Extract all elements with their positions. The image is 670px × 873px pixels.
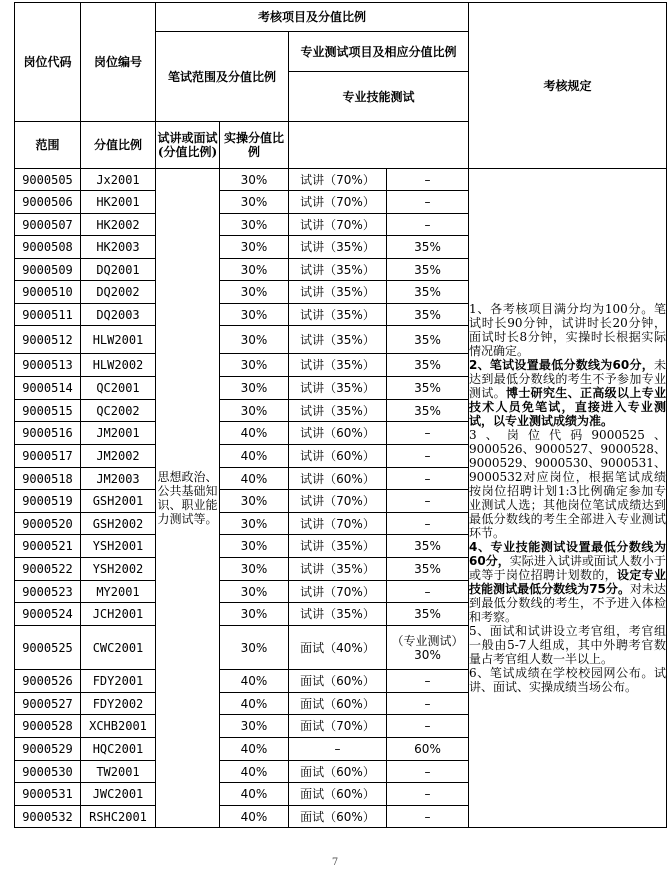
header-scope: 范围 — [15, 122, 81, 169]
lecture-cell: 面试（60%） — [289, 761, 387, 783]
post-code-cell: 9000510 — [15, 281, 81, 304]
page-number: 7 — [331, 857, 339, 868]
post-code-cell: 9000520 — [15, 513, 81, 535]
post-id-cell: HLW2001 — [81, 326, 156, 354]
practical-cell: – — [387, 513, 469, 535]
post-id-cell: QC2001 — [81, 377, 156, 400]
written-ratio-cell: 40% — [220, 738, 289, 761]
post-code-cell: 9000528 — [15, 715, 81, 738]
header-practical: 实操分值比例 — [220, 122, 289, 169]
practical-cell: – — [387, 191, 469, 214]
lecture-cell: 试讲（60%） — [289, 468, 387, 490]
post-code-cell: 9000529 — [15, 738, 81, 761]
practical-cell: – — [387, 445, 469, 468]
lecture-cell: 试讲（35%） — [289, 377, 387, 400]
written-ratio-cell: 30% — [220, 169, 289, 191]
practical-cell: 35% — [387, 304, 469, 326]
written-ratio-cell: 40% — [220, 445, 289, 468]
post-id-cell: YSH2001 — [81, 535, 156, 558]
post-code-cell: 9000507 — [15, 214, 81, 236]
post-id-cell: FDY2002 — [81, 693, 156, 715]
written-ratio-cell: 30% — [220, 558, 289, 581]
post-id-cell: JM2001 — [81, 422, 156, 445]
practical-cell: – — [387, 468, 469, 490]
practical-cell: 35% — [387, 558, 469, 581]
lecture-cell: 试讲（35%） — [289, 236, 387, 259]
lecture-cell: 试讲（35%） — [289, 558, 387, 581]
written-ratio-cell: 40% — [220, 468, 289, 490]
post-code-cell: 9000505 — [15, 169, 81, 191]
header-prof-test: 专业测试项目及相应分值比例 — [289, 32, 469, 72]
post-id-cell: HK2003 — [81, 236, 156, 259]
written-ratio-cell: 30% — [220, 259, 289, 281]
header-assessment: 考核项目及分值比例 — [156, 3, 469, 32]
post-code-cell: 9000522 — [15, 558, 81, 581]
post-code-cell: 9000508 — [15, 236, 81, 259]
practical-cell: – — [387, 783, 469, 806]
post-id-cell: GSH2002 — [81, 513, 156, 535]
written-ratio-cell: 30% — [220, 715, 289, 738]
post-code-cell: 9000524 — [15, 603, 81, 626]
post-id-cell: YSH2002 — [81, 558, 156, 581]
post-id-cell: HK2001 — [81, 191, 156, 214]
post-code-cell: 9000531 — [15, 783, 81, 806]
practical-cell: – — [387, 715, 469, 738]
post-code-cell: 9000515 — [15, 400, 81, 422]
post-id-cell: QC2002 — [81, 400, 156, 422]
practical-cell: 35% — [387, 259, 469, 281]
post-id-cell: FDY2001 — [81, 670, 156, 693]
post-id-cell: HLW2002 — [81, 354, 156, 377]
practical-cell: 35% — [387, 603, 469, 626]
written-ratio-cell: 30% — [220, 513, 289, 535]
written-ratio-cell: 30% — [220, 281, 289, 304]
practical-cell: 35% — [387, 354, 469, 377]
lecture-cell: 面试（60%） — [289, 806, 387, 828]
written-ratio-cell: 40% — [220, 670, 289, 693]
written-ratio-cell: 30% — [220, 326, 289, 354]
post-id-cell: HQC2001 — [81, 738, 156, 761]
post-code-cell: 9000527 — [15, 693, 81, 715]
practical-cell: – — [387, 214, 469, 236]
post-id-cell: RSHC2001 — [81, 806, 156, 828]
header-post-id: 岗位编号 — [81, 3, 156, 122]
lecture-cell: 试讲（35%） — [289, 326, 387, 354]
lecture-cell: 试讲（70%） — [289, 513, 387, 535]
header-prof-skill: 专业技能测试 — [289, 72, 469, 122]
header-rules: 考核规定 — [469, 3, 667, 169]
rules-cell — [469, 169, 667, 828]
post-code-cell: 9000506 — [15, 191, 81, 214]
post-id-cell: JM2003 — [81, 468, 156, 490]
post-code-cell: 9000519 — [15, 490, 81, 513]
practical-cell: （专业测试）30% — [387, 626, 469, 670]
post-id-cell: MY2001 — [81, 581, 156, 603]
lecture-cell: 面试（60%） — [289, 783, 387, 806]
post-id-cell: HK2002 — [81, 214, 156, 236]
written-scope-cell: 思想政治、公共基础知识、职业能力测试等。 — [156, 169, 220, 828]
post-id-cell: XCHB2001 — [81, 715, 156, 738]
post-id-cell: CWC2001 — [81, 626, 156, 670]
rule-5: 5、面试和试讲设立考官组，考官组一般由5-7人组成，其中外聘考官数量占考官组人数一半以上。 — [469, 624, 667, 666]
written-ratio-cell: 30% — [220, 581, 289, 603]
written-ratio-cell: 40% — [220, 783, 289, 806]
post-id-cell: DQ2002 — [81, 281, 156, 304]
lecture-cell: 试讲（60%） — [289, 422, 387, 445]
practical-cell: – — [387, 422, 469, 445]
post-id-cell: Jx2001 — [81, 169, 156, 191]
lecture-cell: 试讲（35%） — [289, 354, 387, 377]
lecture-cell: 试讲（70%） — [289, 581, 387, 603]
table-row — [15, 169, 667, 191]
practical-cell: – — [387, 670, 469, 693]
lecture-cell: 面试（60%） — [289, 693, 387, 715]
post-code-cell: 9000514 — [15, 377, 81, 400]
practical-cell: 35% — [387, 377, 469, 400]
written-ratio-cell: 40% — [220, 806, 289, 828]
written-ratio-cell: 30% — [220, 304, 289, 326]
post-id-cell: DQ2001 — [81, 259, 156, 281]
rule-1: 1、各考核项目满分均为100分。笔试时长90分钟，试讲时长20分钟，面试时长8分钟，实操时长根据实际情况确定。 — [469, 302, 667, 358]
post-id-cell: JCH2001 — [81, 603, 156, 626]
lecture-cell: 试讲（70%） — [289, 214, 387, 236]
practical-cell: 35% — [387, 281, 469, 304]
written-ratio-cell: 30% — [220, 377, 289, 400]
post-code-cell: 9000521 — [15, 535, 81, 558]
written-ratio-cell: 40% — [220, 422, 289, 445]
lecture-cell: 试讲（35%） — [289, 400, 387, 422]
post-code-cell: 9000513 — [15, 354, 81, 377]
post-code-cell: 9000516 — [15, 422, 81, 445]
practical-cell: – — [387, 806, 469, 828]
post-id-cell: GSH2001 — [81, 490, 156, 513]
written-ratio-cell: 30% — [220, 400, 289, 422]
written-ratio-cell: 30% — [220, 214, 289, 236]
lecture-cell: 试讲（35%） — [289, 535, 387, 558]
header-post-code: 岗位代码 — [15, 3, 81, 122]
lecture-cell: 试讲（35%） — [289, 304, 387, 326]
post-code-cell: 9000517 — [15, 445, 81, 468]
header-lecture: 试讲或面试(分值比例) — [156, 122, 220, 169]
post-code-cell: 9000511 — [15, 304, 81, 326]
rule-3: 3、岗位代码9000525、9000526、9000527、9000528、9000529、9000530、9000531、9000532对应岗位，根据笔试成绩按岗位招聘计划1:3比例确定参加专业测试人选；其他岗位笔试成绩达到最低分数线的考生全部进入专业测试环节。 — [469, 428, 667, 540]
lecture-cell: 面试（70%） — [289, 715, 387, 738]
lecture-cell: 试讲（35%） — [289, 281, 387, 304]
written-ratio-cell: 30% — [220, 236, 289, 259]
lecture-cell: 试讲（70%） — [289, 191, 387, 214]
lecture-cell: 试讲（70%） — [289, 490, 387, 513]
rule-6: 6、笔试成绩在学校校园网公布。试讲、面试、实操成绩当场公布。 — [469, 666, 667, 694]
written-ratio-cell: 30% — [220, 626, 289, 670]
lecture-cell: – — [289, 738, 387, 761]
written-ratio-cell: 40% — [220, 693, 289, 715]
rule-2: 2、笔试设置最低分数线为60分，未达到最低分数线的考生不予参加专业测试。博士研究生、正高级以上专业技术人员免笔试，直接进入专业测试，以专业测试成绩为准。 — [469, 358, 667, 428]
post-id-cell: TW2001 — [81, 761, 156, 783]
header-written-ratio: 分值比例 — [81, 122, 156, 169]
written-ratio-cell: 30% — [220, 603, 289, 626]
lecture-cell: 面试（60%） — [289, 670, 387, 693]
practical-cell: 60% — [387, 738, 469, 761]
post-code-cell: 9000525 — [15, 626, 81, 670]
header-written: 笔试范围及分值比例 — [156, 32, 289, 122]
post-code-cell: 9000512 — [15, 326, 81, 354]
practical-cell: – — [387, 581, 469, 603]
post-code-cell: 9000509 — [15, 259, 81, 281]
written-ratio-cell: 30% — [220, 354, 289, 377]
lecture-cell: 试讲（35%） — [289, 259, 387, 281]
practical-cell: – — [387, 490, 469, 513]
post-id-cell: JWC2001 — [81, 783, 156, 806]
written-ratio-cell: 30% — [220, 535, 289, 558]
practical-cell: – — [387, 693, 469, 715]
lecture-cell: 试讲（70%） — [289, 169, 387, 191]
rule-4: 4、专业技能测试设置最低分数线为60分，实际进入试讲或面试人数小于或等于岗位招聘计划数的，设定专业技能测试最低分数线为75分。对未达到最低分数线的考生，不予进入体检和考察。 — [469, 540, 667, 624]
practical-cell: 35% — [387, 535, 469, 558]
written-ratio-cell: 30% — [220, 191, 289, 214]
post-code-cell: 9000530 — [15, 761, 81, 783]
practical-cell: 35% — [387, 400, 469, 422]
post-id-cell: JM2002 — [81, 445, 156, 468]
lecture-cell: 试讲（60%） — [289, 445, 387, 468]
post-code-cell: 9000523 — [15, 581, 81, 603]
written-ratio-cell: 30% — [220, 490, 289, 513]
practical-cell: – — [387, 761, 469, 783]
lecture-cell: 面试（40%） — [289, 626, 387, 670]
practical-cell: 35% — [387, 236, 469, 259]
written-ratio-cell: 40% — [220, 761, 289, 783]
assessment-table — [14, 2, 667, 828]
practical-cell: – — [387, 169, 469, 191]
post-code-cell: 9000532 — [15, 806, 81, 828]
practical-cell: 35% — [387, 326, 469, 354]
post-code-cell: 9000518 — [15, 468, 81, 490]
post-code-cell: 9000526 — [15, 670, 81, 693]
post-id-cell: DQ2003 — [81, 304, 156, 326]
lecture-cell: 试讲（35%） — [289, 603, 387, 626]
